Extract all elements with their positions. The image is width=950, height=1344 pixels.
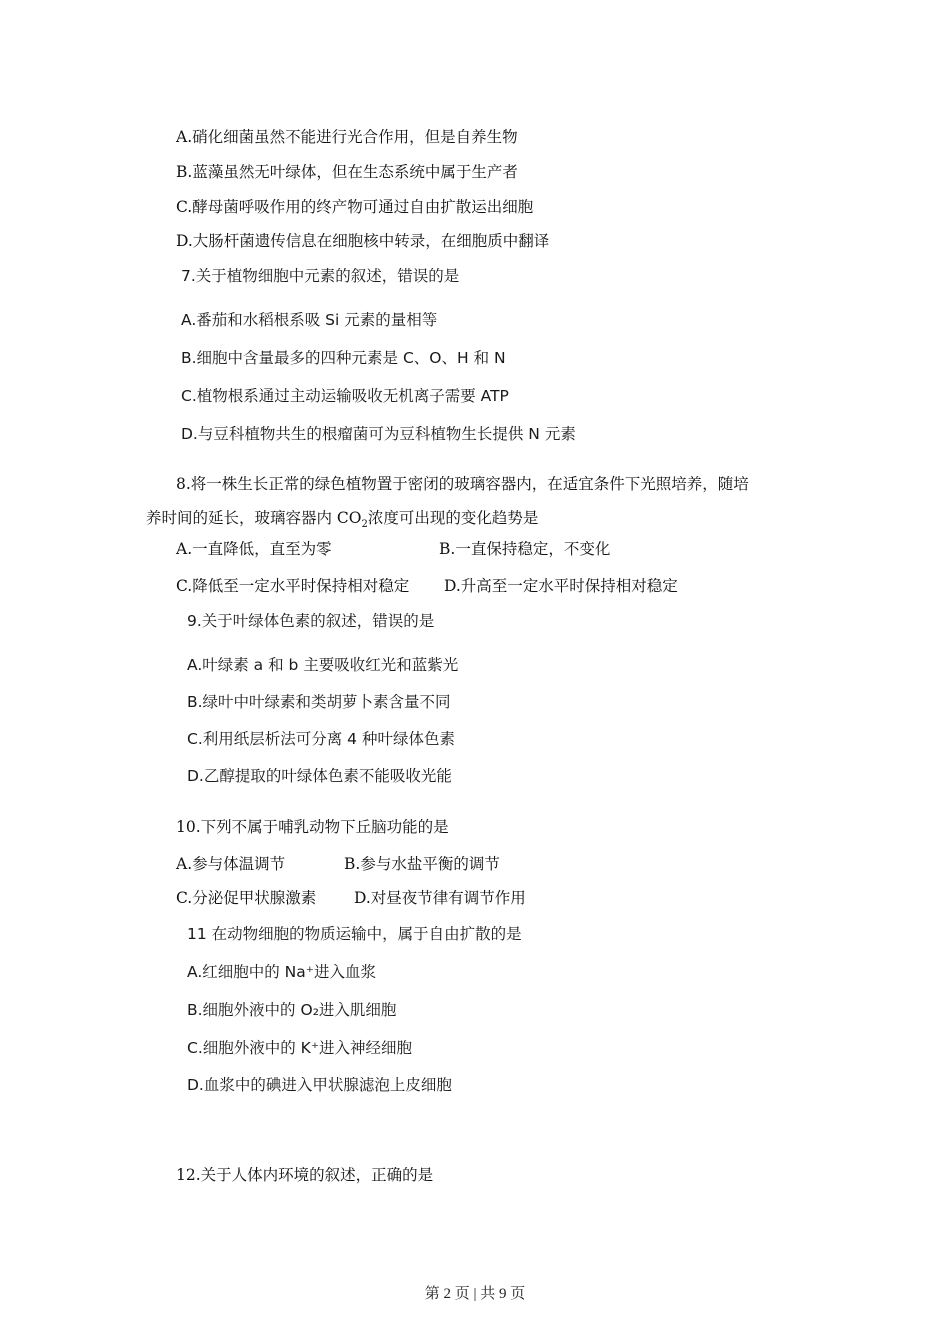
- q6-option-c: C.酵母菌呼吸作用的终产物可通过自由扩散运出细胞: [176, 198, 534, 216]
- q10-option-c: C.分泌促甲状腺激素: [176, 889, 317, 907]
- q10-stem: 10.下列不属于哺乳动物下丘脑功能的是: [176, 818, 449, 836]
- page-footer: 第 2 页 | 共 9 页: [424, 1286, 526, 1302]
- q9-option-b: B.绿叶中叶绿素和类胡萝卜素含量不同: [187, 693, 451, 711]
- q8-option-d: D.升高至一定水平时保持相对稳定: [444, 577, 678, 595]
- q6-option-d: D.大肠杆菌遗传信息在细胞核中转录，在细胞质中翻译: [176, 232, 550, 250]
- q8-option-b: B.一直保持稳定，不变化: [439, 540, 611, 558]
- q9-option-d: D.乙醇提取的叶绿体色素不能吸收光能: [187, 767, 452, 785]
- q6-option-b: B.蓝藻虽然无叶绿体，但在生态系统中属于生产者: [176, 163, 518, 181]
- q8-option-a: A.一直降低，直至为零: [176, 540, 332, 558]
- q11-option-a: A.红细胞中的 Na⁺进入血浆: [187, 963, 376, 981]
- q8-stem-subscript: 2: [361, 519, 368, 531]
- q11-option-b: B.细胞外液中的 O₂进入肌细胞: [187, 1001, 397, 1019]
- q8-option-c: C.降低至一定水平时保持相对稳定: [176, 577, 410, 595]
- q7-option-d: D.与豆科植物共生的根瘤菌可为豆科植物生长提供 N 元素: [181, 425, 576, 443]
- q7-option-a: A.番茄和水稻根系吸 Si 元素的量相等: [181, 311, 438, 329]
- q11-stem: 11 在动物细胞的物质运输中，属于自由扩散的是: [187, 925, 522, 943]
- q10-option-a: A.参与体温调节: [176, 855, 286, 873]
- q6-option-a: A.硝化细菌虽然不能进行光合作用，但是自养生物: [176, 128, 518, 146]
- q9-stem: 9.关于叶绿体色素的叙述，错误的是: [187, 612, 435, 630]
- q8-stem-text-b: 浓度可出现的变化趋势是: [367, 509, 539, 527]
- q8-stem-line2: [146, 506, 538, 530]
- q11-option-c: C.细胞外液中的 K⁺进入神经细胞: [187, 1039, 413, 1057]
- q9-option-c: C.利用纸层析法可分离 4 种叶绿体色素: [187, 730, 455, 748]
- q10-option-d: D.对昼夜节律有调节作用: [354, 889, 526, 907]
- q12-stem: 12.关于人体内环境的叙述，正确的是: [176, 1166, 434, 1184]
- q8-stem-text-a: 养时间的延长，玻璃容器内 CO: [146, 509, 362, 527]
- q9-option-a: A.叶绿素 a 和 b 主要吸收红光和蓝紫光: [187, 656, 459, 674]
- q8-stem-line1: 8.将一株生长正常的绿色植物置于密闭的玻璃容器内，在适宜条件下光照培养，随培: [176, 475, 749, 493]
- q10-option-b: B.参与水盐平衡的调节: [344, 855, 500, 873]
- q7-stem: 7.关于植物细胞中元素的叙述，错误的是: [181, 267, 460, 285]
- q7-option-c: C.植物根系通过主动运输吸收无机离子需要 ATP: [181, 387, 509, 405]
- q11-option-d: D.血浆中的碘进入甲状腺滤泡上皮细胞: [187, 1076, 452, 1094]
- q7-option-b: B.细胞中含量最多的四种元素是 C、O、H 和 N: [181, 349, 506, 367]
